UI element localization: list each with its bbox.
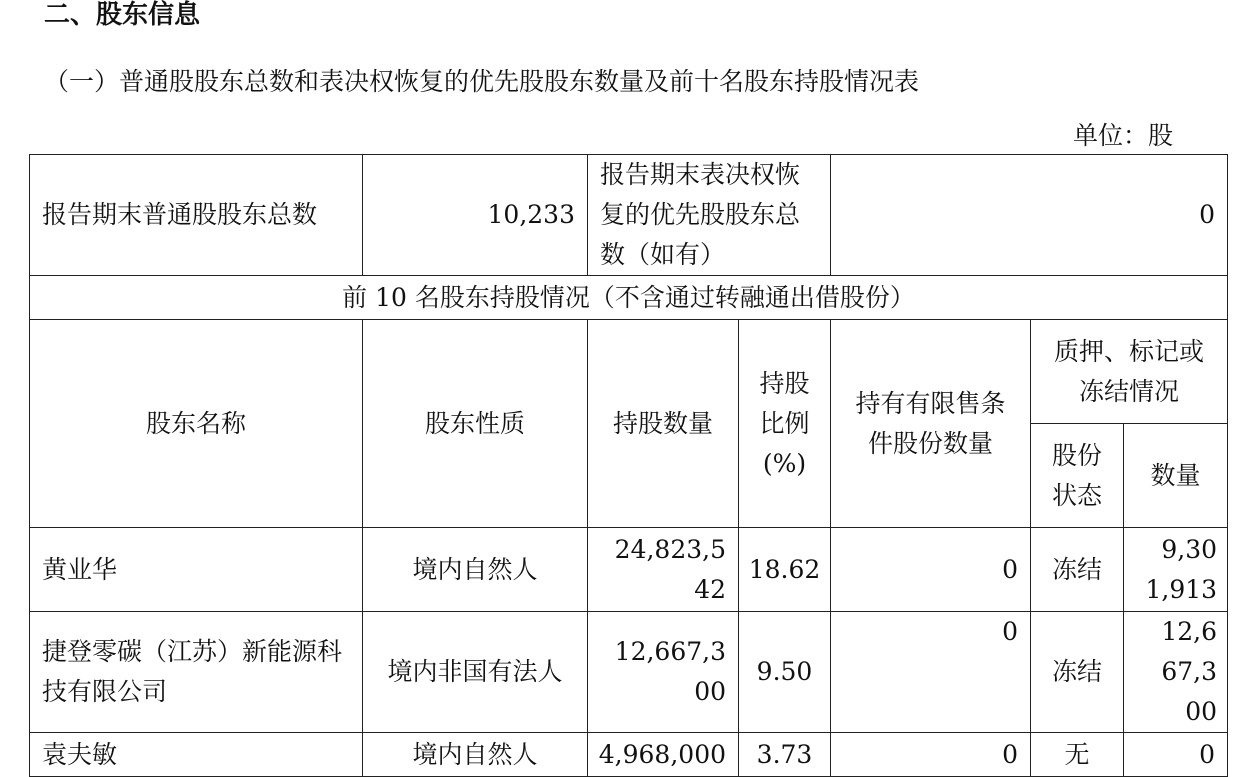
preferred-holders-value: 0 <box>831 155 1228 276</box>
holder-nature: 境内自然人 <box>363 528 588 612</box>
holder-name: 捷登零碳（江苏）新能源科技有限公司 <box>30 612 363 733</box>
holder-restricted: 0 <box>831 612 1031 733</box>
holder-shares: 4,968,000 <box>588 733 739 777</box>
shareholder-table <box>29 154 1228 777</box>
header-pledge-group: 质押、标记或冻结情况 <box>1031 320 1228 424</box>
common-holders-label: 报告期末普通股股东总数 <box>30 155 363 276</box>
table-row <box>30 528 1228 612</box>
header-row <box>30 320 1228 424</box>
header-ratio: 持股比例(%) <box>739 320 831 528</box>
holder-ratio: 3.73 <box>739 733 831 777</box>
holder-nature: 境内非国有法人 <box>363 612 588 733</box>
holder-pledge-status: 冻结 <box>1031 612 1124 733</box>
holder-pledge-qty: 0 <box>1124 733 1228 777</box>
holder-restricted: 0 <box>831 528 1031 612</box>
common-holders-value: 10,233 <box>363 155 588 276</box>
preferred-holders-label: 报告期末表决权恢复的优先股股东总数（如有） <box>588 155 831 276</box>
table-subtitle: （一）普通股股东总数和表决权恢复的优先股股东数量及前十名股东持股情况表 <box>44 67 920 96</box>
holder-restricted: 0 <box>831 733 1031 777</box>
holder-shares: 12,667,300 <box>588 612 739 733</box>
header-pledge-status: 股份状态 <box>1031 424 1124 528</box>
holder-ratio: 18.62 <box>739 528 831 612</box>
holder-shares: 24,823,542 <box>588 528 739 612</box>
header-name: 股东名称 <box>30 320 363 528</box>
holder-pledge-status: 冻结 <box>1031 528 1124 612</box>
holder-name: 黄业华 <box>30 528 363 612</box>
table-row <box>30 733 1228 777</box>
holder-pledge-qty: 12,667,300 <box>1124 612 1228 733</box>
top10-caption: 前 10 名股东持股情况（不含通过转融通出借股份） <box>30 276 1228 320</box>
header-restricted: 持有有限售条件股份数量 <box>831 320 1031 528</box>
section-title: 二、股东信息 <box>44 0 201 30</box>
top10-caption-row <box>30 276 1228 320</box>
header-pledge-qty: 数量 <box>1124 424 1228 528</box>
summary-row <box>30 155 1228 276</box>
holder-nature: 境内自然人 <box>363 733 588 777</box>
header-shares: 持股数量 <box>588 320 739 528</box>
holder-pledge-status: 无 <box>1031 733 1124 777</box>
table-row <box>30 612 1228 733</box>
holder-pledge-qty: 9,301,913 <box>1124 528 1228 612</box>
holder-name: 袁夫敏 <box>30 733 363 777</box>
header-nature: 股东性质 <box>363 320 588 528</box>
holder-ratio: 9.50 <box>739 612 831 733</box>
unit-label: 单位：股 <box>1073 121 1174 150</box>
